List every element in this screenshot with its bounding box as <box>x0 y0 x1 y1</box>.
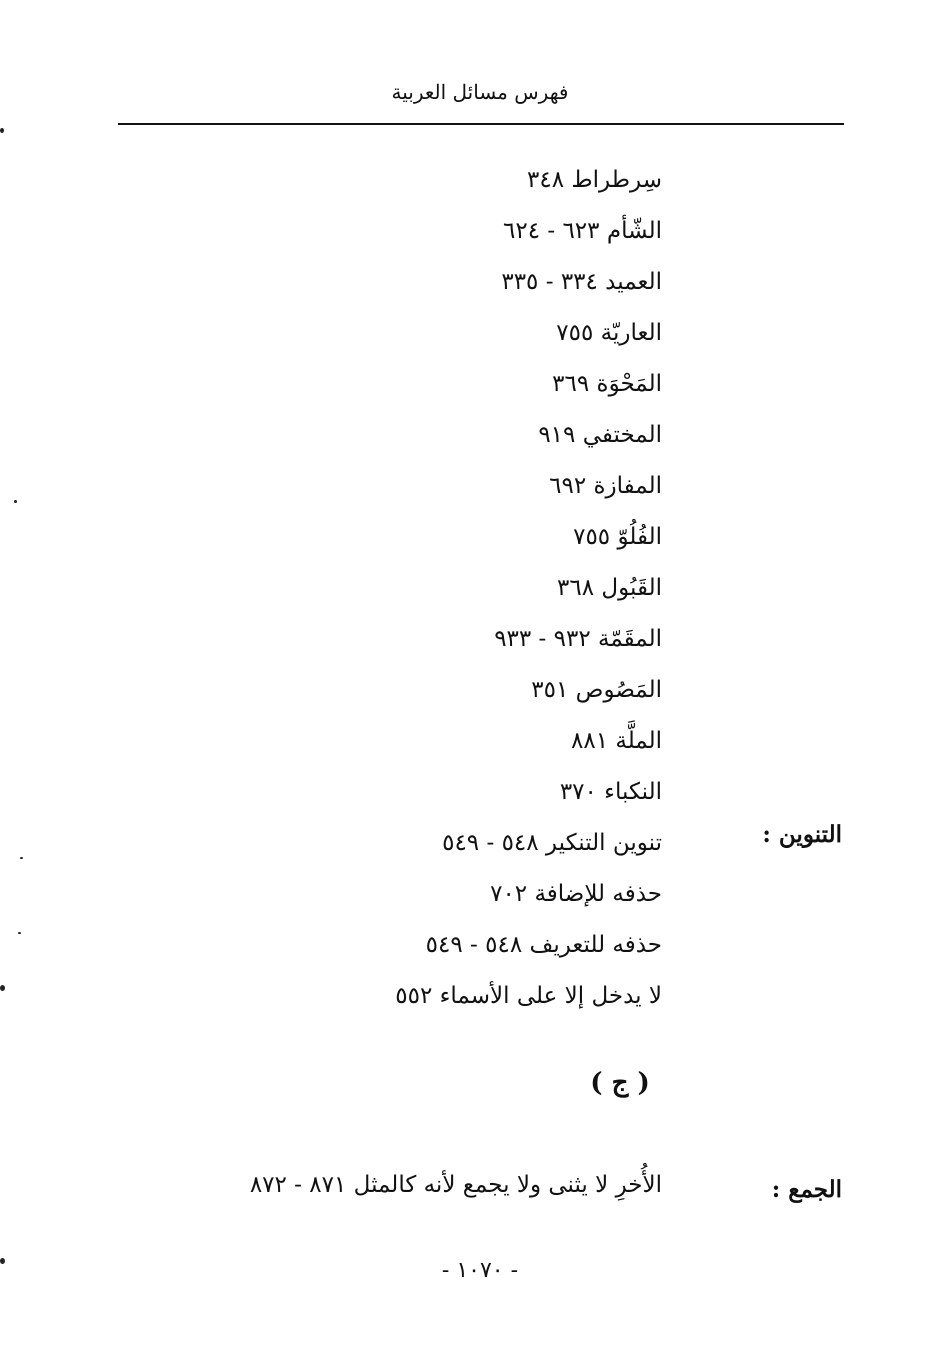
index-entry: الشّأم ٦٢٣ - ٦٢٤ <box>502 218 662 244</box>
jam-heading: الجمع : <box>771 1176 842 1203</box>
index-entry: المفازة ٦٩٢ <box>549 473 662 499</box>
index-entry: المَصُوص ٣٥١ <box>531 677 662 703</box>
index-entry: سِرطراط ٣٤٨ <box>527 167 662 193</box>
tanwin-entry: حذفه للإضافة ٧٠٢ <box>490 881 662 907</box>
tanwin-entry: تنوين التنكير ٥٤٨ - ٥٤٩ <box>442 830 662 856</box>
entry-list-top <box>395 158 662 1025</box>
running-head: فهرس مسائل العربية <box>391 80 569 104</box>
scan-speck <box>0 985 5 991</box>
tanwin-entry: حذفه للتعريف ٥٤٨ - ٥٤٩ <box>425 932 662 958</box>
index-entry: الملَّة ٨٨١ <box>570 728 662 754</box>
scan-speck <box>20 857 23 859</box>
index-entry: المَحْوَة ٣٦٩ <box>552 371 662 397</box>
index-entry: المقَمّة ٩٣٢ - ٩٣٣ <box>494 626 662 652</box>
section-letter: ( ج ) <box>590 1068 650 1098</box>
index-entry: المختفي ٩١٩ <box>538 422 662 448</box>
page-number: - ١٠٧٠ - <box>441 1258 519 1283</box>
tanwin-heading: التنوين : <box>762 821 842 848</box>
index-entry: النكباء ٣٧٠ <box>559 779 662 805</box>
index-entry: العاريّة ٧٥٥ <box>556 320 662 346</box>
index-entry: القَبُول ٣٦٨ <box>557 575 662 601</box>
scan-speck <box>0 1258 5 1264</box>
scan-speck <box>18 932 21 934</box>
scan-speck <box>14 500 17 503</box>
scan-speck <box>0 128 4 133</box>
tanwin-entry: لا يدخل إلا على الأسماء ٥٥٢ <box>395 983 662 1009</box>
index-entry: الفُلُوّ ٧٥٥ <box>573 524 662 550</box>
header-rule <box>118 123 844 125</box>
index-entry: العميد ٣٣٤ - ٣٣٥ <box>501 269 662 295</box>
jam-entry: الأُخرِ لا يثنى ولا يجمع لأنه كالمثل ٨٧١ - ٨٧٢ <box>249 1172 662 1198</box>
